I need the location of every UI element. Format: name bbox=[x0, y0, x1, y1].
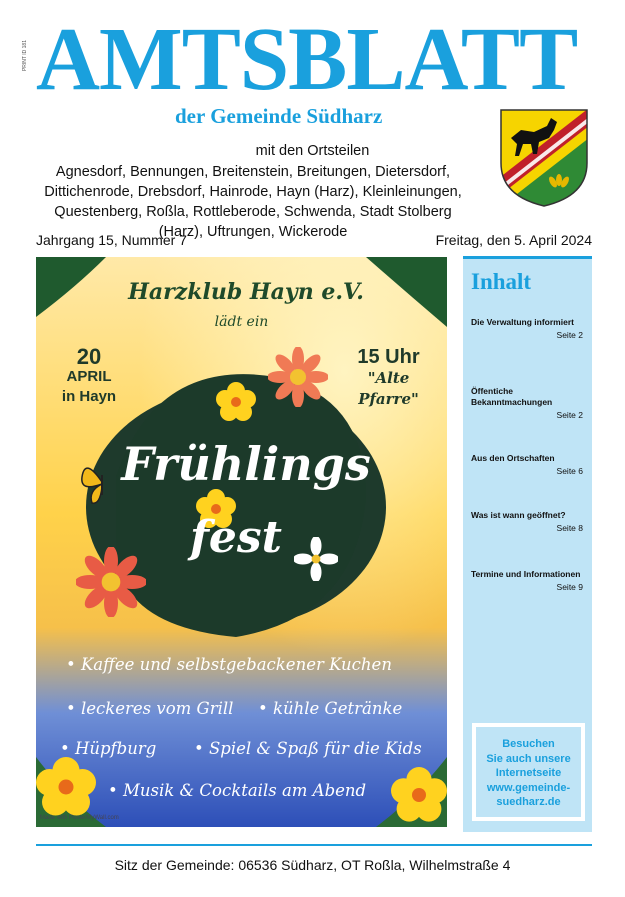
poster-date-day: 20 bbox=[76, 344, 102, 369]
toc-label: Was ist wann geöffnet? bbox=[471, 510, 566, 520]
toc-label: Öffentiche Bekanntmachungen bbox=[471, 386, 553, 407]
contents-sidebar bbox=[463, 256, 592, 832]
website-url-line[interactable]: suedharz.de bbox=[496, 796, 561, 808]
toc-label: Die Verwaltung informiert bbox=[471, 317, 574, 327]
poster-invite: lädt ein bbox=[214, 314, 269, 330]
poster-time-venue1: "Alte bbox=[367, 369, 410, 387]
website-url-line[interactable]: www.gemeinde- bbox=[486, 781, 571, 794]
website-box-line: Besuchen bbox=[502, 738, 555, 750]
poster-time-venue2: Pfarre" bbox=[358, 390, 419, 408]
toc-page: Seite 9 bbox=[556, 582, 583, 592]
toc-label: Termine und Informationen bbox=[471, 569, 581, 579]
poster-time bbox=[336, 347, 441, 410]
issue-date: Freitag, den 5. April 2024 bbox=[435, 232, 592, 248]
toc-item bbox=[471, 453, 583, 477]
poster-bullet: • kühle Getränke bbox=[258, 699, 403, 718]
poster-club: Harzklub Hayn e.V. bbox=[128, 279, 364, 305]
poster-bullet: • leckeres vom Grill bbox=[66, 699, 234, 718]
toc-page: Seite 2 bbox=[556, 410, 583, 420]
poster-date-place: in Hayn bbox=[61, 388, 117, 405]
toc-page: Seite 2 bbox=[556, 330, 583, 340]
flower-icon bbox=[216, 382, 256, 422]
toc-item bbox=[471, 510, 583, 534]
toc-label: Aus den Ortschaften bbox=[471, 453, 555, 463]
toc-page: Seite 8 bbox=[556, 523, 583, 533]
flower-icon bbox=[268, 347, 328, 407]
poster-bullet: • Hüpfburg bbox=[60, 739, 157, 758]
ortsteile-list: Agnesdorf, Bennungen, Breitenstein, Breitungen, Dietersdorf, Dittichenrode, Drebsdorf, Hainrode, Hayn (Harz), Kleinleinungen, Questenberg, Roßla, Rottleberode, Schwenda, Stadt Stolberg (Harz), Uftrungen, Wickerode bbox=[44, 164, 462, 240]
flower-icon bbox=[36, 757, 96, 817]
poster-time-hour: 15 Uhr bbox=[357, 346, 420, 368]
poster-event-line1: Frühlings bbox=[121, 437, 371, 491]
flower-icon bbox=[391, 767, 447, 823]
issue-volume: Jahrgang 15, Nummer 7 bbox=[36, 232, 187, 248]
masthead-subtitle: der Gemeinde Südharz bbox=[175, 104, 383, 128]
poster-bullet: • Musik & Cocktails am Abend bbox=[108, 781, 367, 800]
poster-credit: Made with PosterMyWall.com bbox=[40, 815, 119, 821]
sidebar-title: Inhalt bbox=[471, 269, 532, 294]
poster-date bbox=[44, 344, 134, 407]
website-box-line: Internetseite bbox=[495, 767, 562, 779]
toc-item bbox=[471, 386, 583, 421]
ortsteile-intro: mit den Ortsteilen bbox=[255, 143, 370, 159]
poster-date-month: APRIL bbox=[66, 368, 112, 385]
toc-item bbox=[471, 317, 583, 341]
masthead-title: AMTSBLATT bbox=[36, 10, 578, 109]
print-side-note: PRINT ID 181 bbox=[22, 40, 28, 72]
poster-bullet: • Kaffee und selbstgebackener Kuchen bbox=[66, 655, 392, 674]
footer-divider bbox=[36, 844, 592, 846]
website-box-line: Sie auch unsere bbox=[486, 752, 571, 765]
event-poster bbox=[36, 257, 447, 827]
toc-item bbox=[471, 569, 583, 593]
poster-event-line2: fest bbox=[189, 512, 283, 563]
toc-page: Seite 6 bbox=[556, 466, 583, 476]
website-box[interactable] bbox=[472, 723, 585, 821]
poster-bullet: • Spiel & Spaß für die Kids bbox=[194, 739, 422, 758]
footer-address: Sitz der Gemeinde: 06536 Südharz, OT Roßla, Wilhelmstraße 4 bbox=[114, 857, 511, 873]
